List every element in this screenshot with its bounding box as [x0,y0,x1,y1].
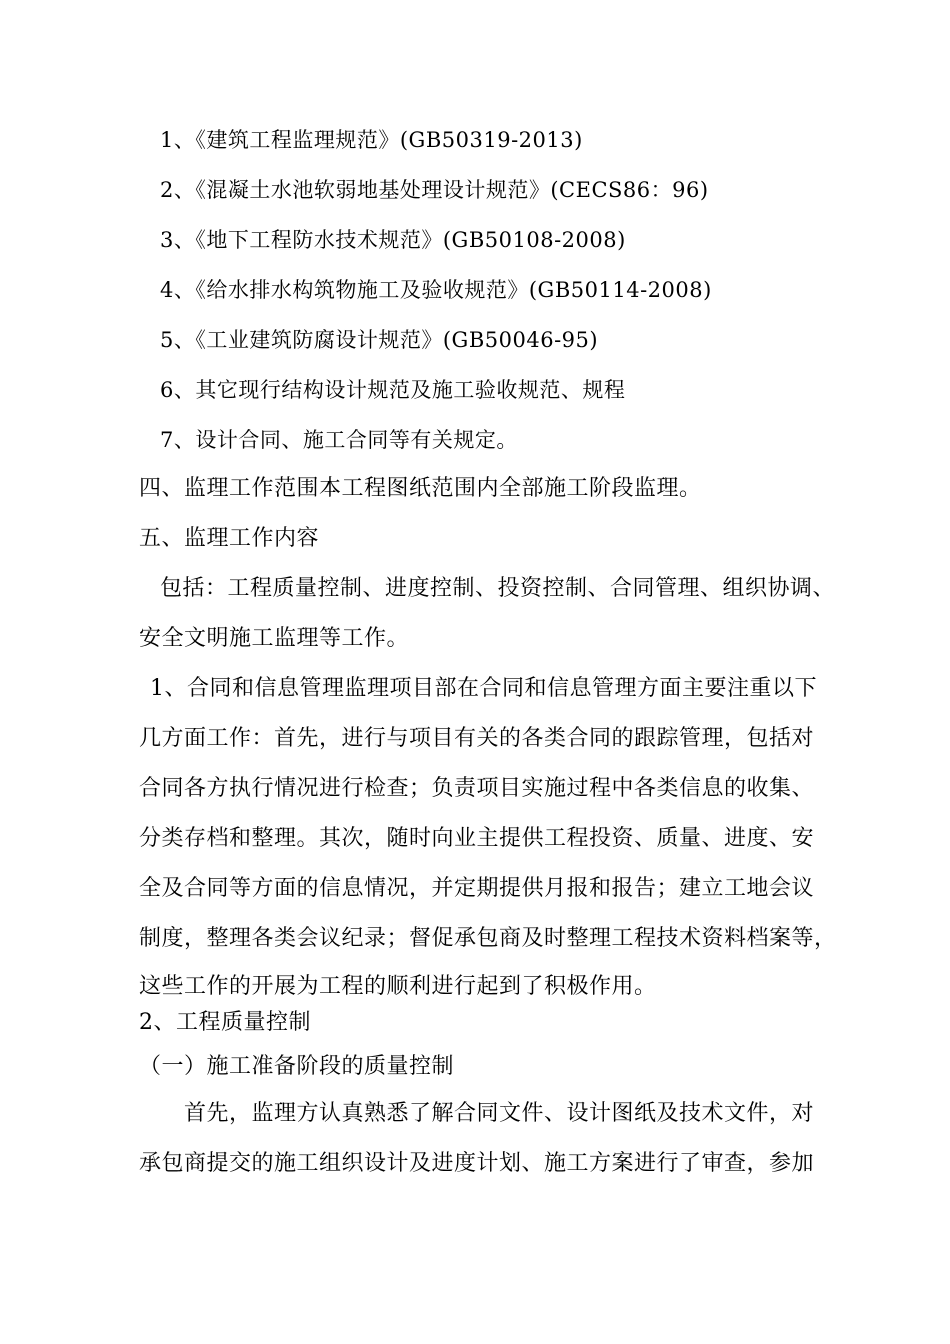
paragraph-line: 安全文明施工监理等工作。 [139,626,410,651]
paragraph-line: 全及合同等方面的信息情况，并定期提供月报和报告；建立工地会议 [139,876,815,901]
paragraph-line: 承包商提交的施工组织设计及进度计划、施工方案进行了审查，参加 [139,1151,815,1176]
reference-item-6: 6、其它现行结构设计规范及施工验收规范、规程 [160,378,626,402]
reference-item-1: 1、《建筑工程监理规范》(GB50319-2013) [160,128,583,152]
paragraph-line: 包括：工程质量控制、进度控制、投资控制、合同管理、组织协调、 [160,576,836,601]
reference-item-2: 2、《混凝土水池软弱地基处理设计规范》(CECS86：96) [160,178,709,202]
reference-item-5: 5、《工业建筑防腐设计规范》(GB50046-95) [160,328,599,352]
reference-item-3: 3、《地下工程防水技术规范》(GB50108-2008) [160,228,626,252]
paragraph-line: 几方面工作：首先，进行与项目有关的各类合同的跟踪管理，包括对 [139,726,815,751]
paragraph-line: 首先，监理方认真熟悉了解合同文件、设计图纸及技术文件，对 [184,1101,815,1126]
item-2-heading: 2、工程质量控制 [139,1010,311,1035]
section-4-heading: 四、监理工作范围本工程图纸范围内全部施工阶段监理。 [139,476,702,501]
section-5-heading: 五、监理工作内容 [139,526,320,551]
paragraph-line: 这些工作的开展为工程的顺利进行起到了积极作用。 [139,974,657,999]
paragraph-line: 合同各方执行情况进行检查；负责项目实施过程中各类信息的收集、 [139,776,815,801]
reference-item-4: 4、《给水排水构筑物施工及验收规范》(GB50114-2008) [160,278,712,302]
reference-item-7: 7、设计合同、施工合同等有关规定。 [160,428,518,452]
paragraph-line: 分类存档和整理。其次，随时向业主提供工程投资、质量、进度、安 [139,826,815,851]
paragraph-line: 制度，整理各类会议纪录；督促承包商及时整理工程技术资料档案等， [139,926,837,951]
subsection-1-heading: （一）施工准备阶段的质量控制 [139,1054,455,1079]
paragraph-line: 1、合同和信息管理监理项目部在合同和信息管理方面主要注重以下 [150,676,817,701]
